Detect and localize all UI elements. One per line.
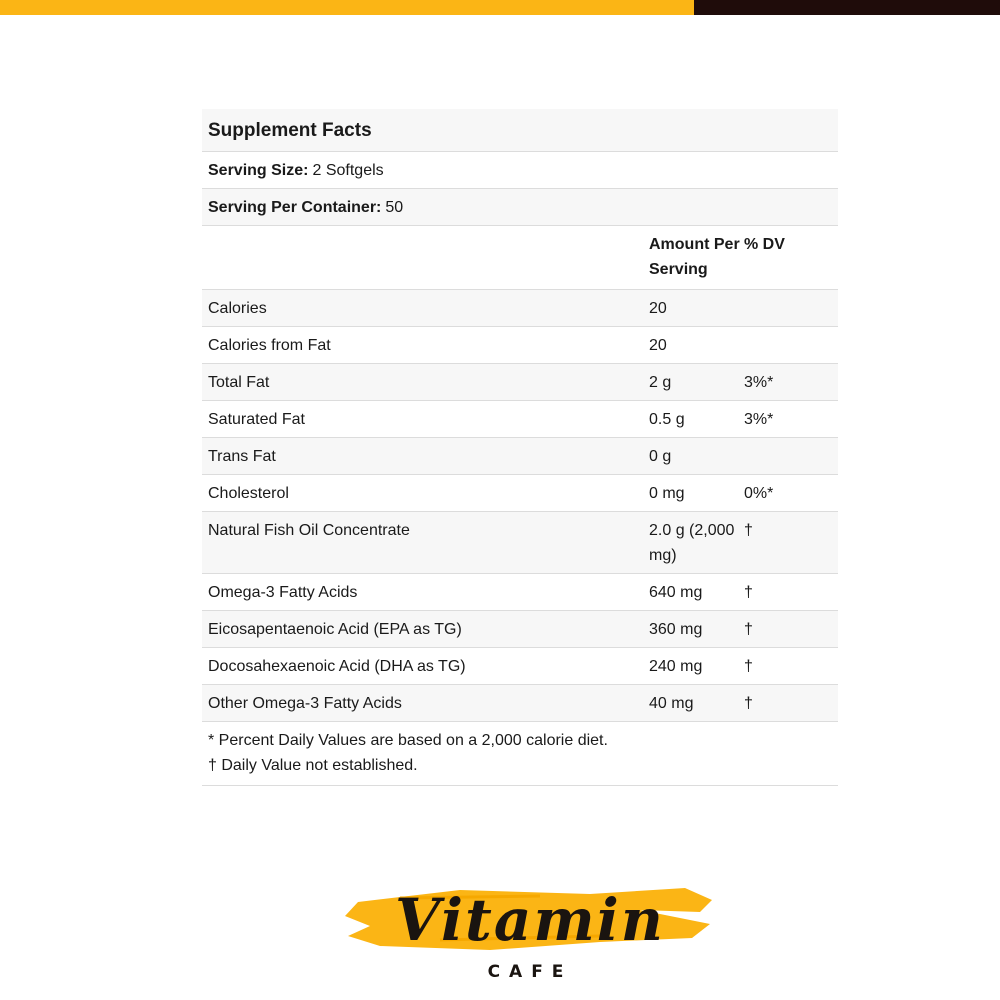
serving-size-value: 2 Softgels <box>312 161 384 179</box>
serving-size-row <box>202 152 838 189</box>
nutrient-dv: † <box>744 584 753 601</box>
nutrient-dv: † <box>744 695 753 712</box>
facts-title: Supplement Facts <box>202 109 838 152</box>
nutrient-name: Eicosapentaenoic Acid (EPA as TG) <box>208 621 462 638</box>
nutrient-name: Trans Fat <box>208 448 276 465</box>
vitamin-cafe-logo <box>340 880 720 990</box>
name-column-header <box>202 232 649 282</box>
nutrient-amount: 240 mg <box>649 658 703 675</box>
nutrient-dv <box>744 296 838 321</box>
dv-column-header: % DV <box>744 236 785 253</box>
amount-column-header: Amount Per Serving <box>649 236 740 278</box>
nutrient-amount: 20 <box>649 337 667 354</box>
nutrient-row <box>202 327 838 364</box>
supplement-facts-table <box>202 109 838 786</box>
nutrient-row <box>202 401 838 438</box>
footnote-not-established: † Daily Value not established. <box>208 757 418 774</box>
nutrient-amount: 40 mg <box>649 695 694 712</box>
top-bar-yellow <box>0 0 694 15</box>
per-container-value: 50 <box>385 198 404 216</box>
nutrient-dv: † <box>744 522 753 539</box>
nutrient-name: Calories <box>208 300 267 317</box>
nutrient-row <box>202 290 838 327</box>
nutrient-row <box>202 574 838 611</box>
nutrient-dv: 3%* <box>744 374 774 391</box>
nutrient-amount: 2.0 g (2,000 mg) <box>649 522 735 564</box>
nutrient-dv <box>744 444 838 469</box>
nutrient-row <box>202 648 838 685</box>
nutrient-row <box>202 475 838 512</box>
nutrient-row <box>202 438 838 475</box>
nutrient-amount: 0 mg <box>649 485 685 502</box>
nutrient-amount: 360 mg <box>649 621 703 638</box>
nutrient-name: Total Fat <box>208 374 270 391</box>
nutrient-name: Cholesterol <box>208 485 289 502</box>
nutrient-row <box>202 512 838 574</box>
nutrient-row <box>202 685 838 722</box>
nutrient-dv: 3%* <box>744 411 774 428</box>
logo-subtitle: CAFE <box>487 962 573 982</box>
nutrient-rows <box>202 290 838 722</box>
footnote-daily-values: * Percent Daily Values are based on a 2,000 calorie diet. <box>208 732 608 749</box>
nutrient-dv: 0%* <box>744 485 774 502</box>
nutrient-name: Calories from Fat <box>208 337 331 354</box>
serving-size-label: Serving Size: <box>208 161 309 179</box>
column-header-row <box>202 226 838 290</box>
nutrient-row <box>202 364 838 401</box>
nutrient-amount: 2 g <box>649 374 672 391</box>
nutrient-name: Omega-3 Fatty Acids <box>208 584 358 601</box>
per-container-label: Serving Per Container: <box>208 198 382 216</box>
per-container-row <box>202 189 838 226</box>
top-bar-dark <box>694 0 1000 15</box>
nutrient-dv <box>744 333 838 358</box>
nutrient-name: Saturated Fat <box>208 411 305 428</box>
nutrient-row <box>202 611 838 648</box>
footnotes <box>202 722 838 786</box>
nutrient-amount: 640 mg <box>649 584 703 601</box>
nutrient-amount: 0 g <box>649 448 672 465</box>
nutrient-dv: † <box>744 621 753 638</box>
logo-script-text: Vitamin <box>395 886 665 954</box>
nutrient-amount: 0.5 g <box>649 411 685 428</box>
nutrient-name: Other Omega-3 Fatty Acids <box>208 695 402 712</box>
nutrient-amount: 20 <box>649 300 667 317</box>
nutrient-name: Natural Fish Oil Concentrate <box>208 522 410 539</box>
nutrient-dv: † <box>744 658 753 675</box>
nutrient-name: Docosahexaenoic Acid (DHA as TG) <box>208 658 466 675</box>
top-color-bar <box>0 0 1000 15</box>
